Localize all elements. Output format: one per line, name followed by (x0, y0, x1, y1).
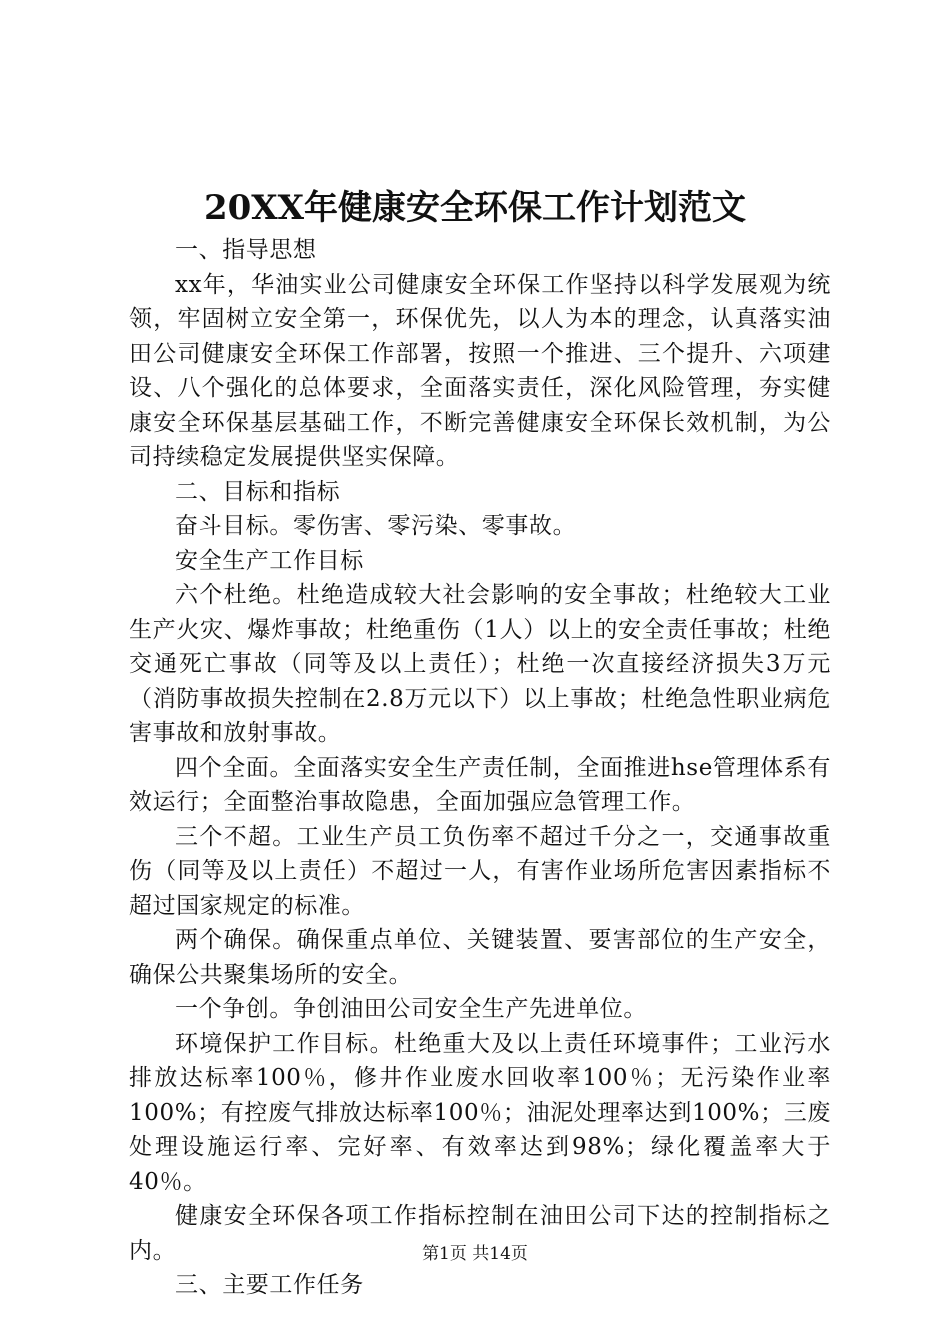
paragraph-guiding-thought: xx年，华油实业公司健康安全环保工作坚持以科学发展观为统领，牢固树立安全第一，环保优先，以人为本的理念，认真落实油田公司健康安全环保工作部署，按照一个推进、三个提升、六项建设、八个强化的总体要求，全面落实责任，深化风险管理，夯实健康安全环保基层基础工作，不断完善健康安全环保长效机制，为公司持续稳定发展提供坚实保障。 (129, 271, 831, 470)
paragraph-one-strive: 一个争创。争创油田公司安全生产先进单位。 (175, 996, 647, 1022)
paragraph-hse-indicators: 健康安全环保各项工作指标控制在油田公司下达的控制指标之内。 (129, 1203, 831, 1264)
paragraph-three-not-exceed: 三个不超。工业生产员工负伤率不超过千分之一，交通事故重伤（同等及以上责任）不超过一人，有害作业场所危害因素指标不超过国家规定的标准。 (129, 823, 831, 919)
document-body (129, 233, 831, 1303)
paragraph-struggle-goal: 奋斗目标。零伤害、零污染、零事故。 (175, 513, 577, 539)
document-title: 20XX年健康安全环保工作计划范文 (203, 188, 747, 228)
paragraph-environment-goals: 环境保护工作目标。杜绝重大及以上责任环境事件；工业污水排放达标率100％，修井作业废水回收率100％；无污染作业率100%；有控废气排放达标率100％；油泥处理率达到100%；三废处理设施运行率、完好率、有效率达到98%；绿化覆盖率大于40％。 (129, 1030, 831, 1195)
paragraph-six-eliminations: 六个杜绝。杜绝造成较大社会影响的安全事故；杜绝较大工业生产火灾、爆炸事故；杜绝重伤（1人）以上的安全责任事故；杜绝交通死亡事故（同等及以上责任）；杜绝一次直接经济损失3万元（消防事故损失控制在2.8万元以下）以上事故；杜绝急性职业病危害事故和放射事故。 (129, 582, 831, 746)
paragraph-two-ensure: 两个确保。确保重点单位、关键装置、要害部位的生产安全，确保公共聚集场所的安全。 (129, 927, 831, 988)
subheading-safety-goals: 安全生产工作目标 (175, 547, 364, 574)
section-heading-main-tasks: 三、主要工作任务 (175, 1272, 364, 1298)
section-heading-guiding-thought: 一、指导思想 (175, 237, 317, 263)
page-number-footer: 第1页 共14页 (422, 1244, 528, 1264)
paragraph-four-comprehensive: 四个全面。全面落实安全生产责任制，全面推进hse管理体系有效运行；全面整治事故隐患，全面加强应急管理工作。 (129, 754, 831, 815)
section-heading-goals: 二、目标和指标 (175, 478, 341, 505)
